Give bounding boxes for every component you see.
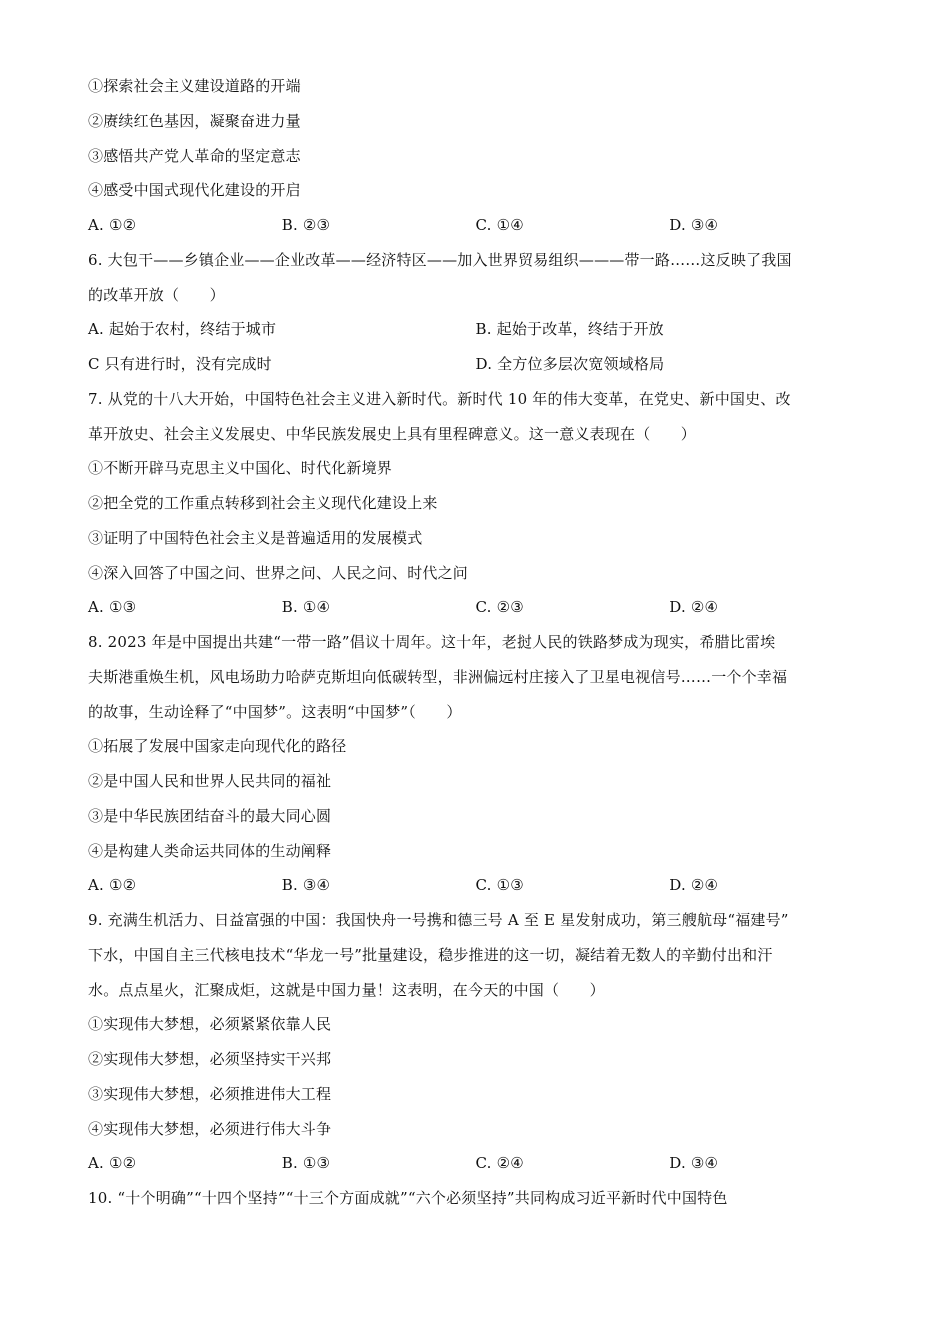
statement-item: ④是构建人类命运共同体的生动阐释 (88, 841, 332, 860)
statement-item: ②把全党的工作重点转移到社会主义现代化建设上来 (88, 494, 438, 512)
statement-item: ②是中国人民和世界人民共同的福祉 (88, 772, 332, 790)
answer-option[interactable]: D. ②④ (669, 598, 719, 617)
question-stem-line: 10. “十个明确”“十四个坚持”“十三个方面成就”“六个必须坚持”共同构成习近平新时代中国特色 (88, 1189, 728, 1207)
question-block (88, 385, 863, 628)
answer-option[interactable]: C. ②④ (475, 1154, 524, 1173)
question-stem-line: 下水，中国自主三代核电技术“华龙一号”批量建设，稳步推进的这一切，凝结着无数人的辛勤付出和汗 (88, 945, 773, 964)
answer-options (88, 593, 863, 628)
statement-item: ①拓展了发展中国家走向现代化的路径 (88, 737, 347, 756)
statement-item: ③实现伟大梦想，必须推进伟大工程 (88, 1084, 332, 1103)
answer-option[interactable]: A. ①② (88, 216, 137, 234)
question-stem-line: 9. 充满生机活力、日益富强的中国：我国快舟一号携和德三号 A 至 E 星发射成功，第三艘航母“福建号” (88, 911, 789, 929)
question-stem-line: 7. 从党的十八大开始，中国特色社会主义进入新时代。新时代 10 年的伟大变革，在党史、新中国史、改 (88, 389, 791, 408)
question-stem-line: 夫斯港重焕生机，风电场助力哈萨克斯坦向低碳转型，非洲偏远村庄接入了卫星电视信号……一个个幸福 (88, 667, 788, 686)
answer-option[interactable]: A. ①③ (88, 598, 137, 617)
answer-option[interactable]: B. ③④ (281, 876, 331, 895)
answer-option[interactable]: C. ①③ (475, 876, 524, 895)
question-block (88, 1184, 863, 1219)
answer-option[interactable]: C. ①④ (475, 216, 524, 234)
statement-item: ②赓续红色基因，凝聚奋进力量 (88, 111, 301, 130)
answer-options (88, 211, 863, 246)
statement-item: ③是中华民族团结奋斗的最大同心圆 (88, 806, 332, 825)
question-block (88, 628, 863, 906)
answer-option[interactable]: A. 起始于农村，终结于城市 (88, 320, 277, 339)
answer-option[interactable]: B. 起始于改革，终结于开放 (475, 320, 664, 339)
statement-item: ③证明了中国特色社会主义是普遍适用的发展模式 (88, 528, 423, 547)
exam-page (88, 72, 863, 1219)
answer-option[interactable]: D. ②④ (669, 876, 719, 895)
statement-item: ④实现伟大梦想，必须进行伟大斗争 (88, 1119, 332, 1138)
statement-item: ①探索社会主义建设道路的开端 (88, 77, 301, 95)
answer-option[interactable]: B. ②③ (281, 216, 331, 234)
answer-option[interactable]: A. ①② (88, 1154, 137, 1173)
statement-item: ④深入回答了中国之问、世界之问、人民之问、时代之问 (88, 563, 469, 582)
answer-option[interactable]: D. ③④ (669, 216, 719, 234)
statement-item: ②实现伟大梦想，必须坚持实干兴邦 (88, 1050, 332, 1068)
question-stem-line: 8. 2023 年是中国提出共建“一带一路”倡议十周年。这十年，老挝人民的铁路梦成为现实，希腊比雷埃 (88, 633, 776, 651)
question-block (88, 246, 863, 385)
answer-option[interactable]: B. ①④ (281, 598, 331, 617)
answer-option[interactable]: B. ①③ (281, 1154, 331, 1173)
answer-option[interactable]: D. 全方位多层次宽领域格局 (475, 355, 665, 373)
answer-options (88, 1149, 863, 1184)
statement-item: ①不断开辟马克思主义中国化、时代化新境界 (88, 459, 393, 478)
answer-options (88, 350, 863, 385)
question-stem-line: 革开放史、社会主义发展史、中华民族发展史上具有里程碑意义。这一意义表现在（ ） (88, 424, 697, 443)
question-block (88, 72, 863, 246)
question-block (88, 906, 863, 1184)
question-stem-line: 的故事，生动诠释了“中国梦”。这表明“中国梦”（ ） (88, 702, 462, 721)
question-stem-line: 的改革开放（ ） (88, 285, 225, 304)
statement-item: ③感悟共产党人革命的坚定意志 (88, 146, 301, 165)
answer-option[interactable]: A. ①② (88, 876, 137, 895)
answer-options (88, 871, 863, 906)
statement-item: ④感受中国式现代化建设的开启 (88, 181, 301, 200)
answer-options (88, 315, 863, 350)
answer-option[interactable]: D. ③④ (669, 1154, 719, 1173)
question-stem-line: 水。点点星火，汇聚成炬，这就是中国力量！这表明，在今天的中国（ ） (88, 980, 605, 999)
question-stem-line: 6. 大包干——乡镇企业——企业改革——经济特区——加入世界贸易组织———带一路……这反映了我国 (88, 250, 792, 269)
answer-option[interactable]: C. ②③ (475, 598, 524, 617)
statement-item: ①实现伟大梦想，必须紧紧依靠人民 (88, 1015, 332, 1034)
answer-option[interactable]: C 只有进行时，没有完成时 (88, 355, 272, 373)
